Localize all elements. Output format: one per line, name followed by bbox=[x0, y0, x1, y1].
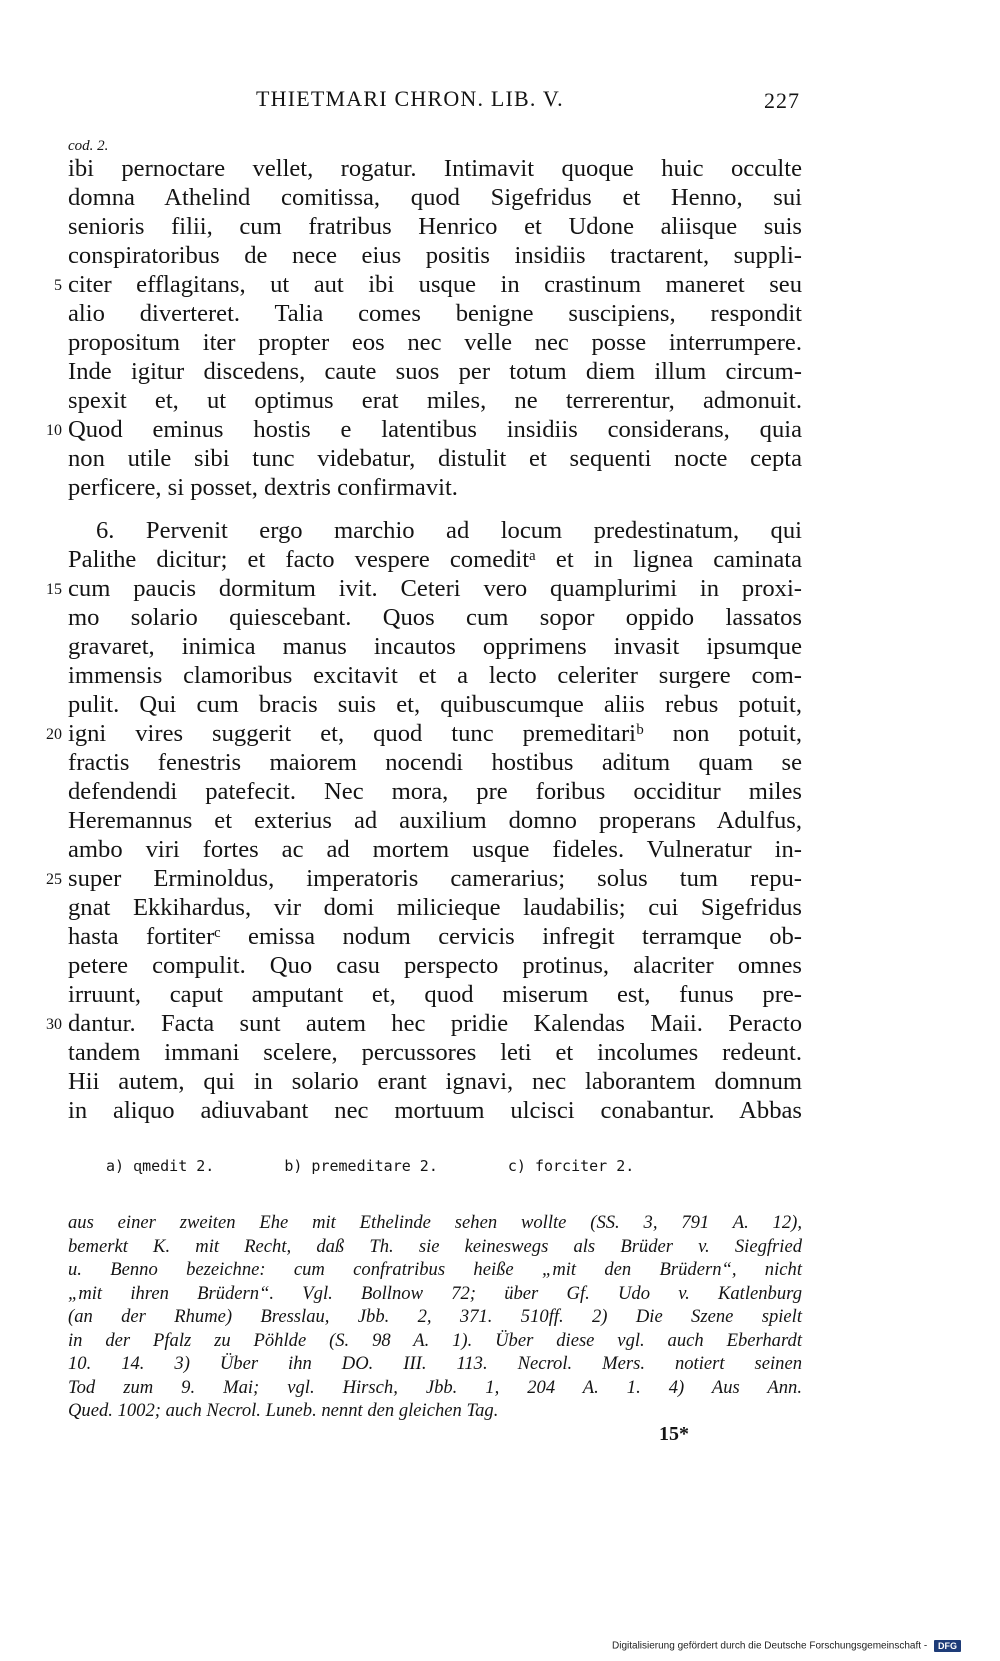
text-line-content: in aliquo adiuvabant nec mortuum ulcisci conabantur. Abbas bbox=[68, 1097, 802, 1124]
critical-apparatus bbox=[106, 1157, 706, 1176]
text-line bbox=[68, 386, 802, 415]
apparatus-note: a) ɋmedit 2. bbox=[106, 1157, 215, 1175]
line-number: 10 bbox=[46, 422, 62, 439]
text-line bbox=[68, 444, 802, 473]
text-line-content: irruunt, caput amputant et, quod miserum est, funus pre- bbox=[68, 981, 802, 1008]
text-line bbox=[46, 415, 802, 444]
line-number: 15 bbox=[46, 581, 62, 598]
apparatus-note: c) forciter 2. bbox=[507, 1157, 635, 1175]
text-line bbox=[68, 951, 802, 980]
commentary-line: u. Benno bezeichne: cum confratribus heiße „mit den Brüdern“, nicht bbox=[68, 1259, 802, 1280]
running-header bbox=[68, 86, 800, 126]
text-line bbox=[68, 212, 802, 241]
commentary-line: 10. 14. 3) Über ihn DO. III. 113. Necrol. Mers. notiert seinen bbox=[68, 1353, 802, 1374]
text-line bbox=[68, 980, 802, 1009]
text-line-content: fractis fenestris maiorem nocendi hostibus aditum quam se bbox=[68, 749, 802, 776]
text-line-content: perficere, si posset, dextris confirmavit. bbox=[68, 474, 458, 501]
text-line-content: super Erminoldus, imperatoris camerarius; solus tum repu- bbox=[68, 865, 802, 892]
line-number: 20 bbox=[46, 726, 62, 743]
line-number: 5 bbox=[54, 277, 62, 294]
text-line-content: Heremannus et exterius ad auxilium domno properans Adulfus, bbox=[68, 807, 802, 834]
text-line-content: immensis clamoribus excitavit et a lecto celeriter surgere com- bbox=[68, 662, 802, 689]
text-line-content: tandem immani scelere, percussores leti et incolumes redeunt. bbox=[68, 1039, 802, 1066]
text-line-content: non utile sibi tunc videbatur, distulit et sequenti nocte cepta bbox=[68, 445, 802, 472]
text-line-content: ambo viri fortes ac ad mortem usque fideles. Vulneratur in- bbox=[68, 836, 802, 863]
apparatus-note: b) premeditare 2. bbox=[284, 1157, 438, 1175]
text-line-content: gnat Ekkihardus, vir domi milicieque laudabilis; cui Sigefridus bbox=[68, 894, 802, 921]
text-line bbox=[68, 661, 802, 690]
text-line-content: citer efflagitans, ut aut ibi usque in crastinum maneret seu bbox=[68, 271, 802, 298]
text-line bbox=[68, 1038, 802, 1067]
text-line bbox=[68, 922, 802, 951]
line-number: 25 bbox=[46, 871, 62, 888]
commentary-notes bbox=[68, 1211, 802, 1423]
text-line-content: defendendi patefecit. Nec mora, pre foribus occiditur miles bbox=[68, 778, 802, 805]
text-line-content: alio diverteret. Talia comes benigne suscipiens, respondit bbox=[68, 300, 802, 327]
text-line-content: senioris filii, cum fratribus Henrico et Udone aliisque suis bbox=[68, 213, 802, 240]
text-line-content: cum paucis dormitum ivit. Ceteri vero quamplurimi in proxi- bbox=[68, 575, 802, 602]
text-line bbox=[68, 806, 802, 835]
text-line bbox=[68, 748, 802, 777]
text-line-content: mo solario quiescebant. Quos cum sopor oppido lassatos bbox=[68, 604, 802, 631]
text-line bbox=[68, 603, 802, 632]
text-line bbox=[68, 1067, 802, 1096]
line-number: 30 bbox=[46, 1016, 62, 1033]
text-line bbox=[68, 516, 802, 545]
text-line-content: Quod eminus hostis e latentibus insidiis considerans, quia bbox=[68, 416, 802, 443]
text-line bbox=[68, 183, 802, 212]
text-line bbox=[46, 864, 802, 893]
text-line-content: Hii autem, qui in solario erant ignavi, nec laborantem domnum bbox=[68, 1068, 802, 1095]
text-line bbox=[68, 154, 802, 183]
text-line bbox=[68, 473, 802, 502]
text-line-content: dantur. Facta sunt autem hec pridie Kalendas Maii. Peracto bbox=[68, 1010, 802, 1037]
text-line-content: gravaret, inimica manus incautos opprimens invasit ipsumque bbox=[68, 633, 802, 660]
digitization-footer bbox=[612, 1640, 992, 1656]
text-line-content: domna Athelind comitissa, quod Sigefridus et Henno, sui bbox=[68, 184, 802, 211]
running-title: THIETMARI CHRON. LIB. V. bbox=[256, 86, 564, 111]
text-line bbox=[68, 777, 802, 806]
text-line bbox=[68, 835, 802, 864]
dfg-logo: DFG bbox=[934, 1640, 961, 1652]
text-line-content: Inde igitur discedens, caute suos per totum diem illum circum- bbox=[68, 358, 802, 385]
page-number: 227 bbox=[764, 88, 800, 113]
commentary-line: aus einer zweiten Ehe mit Ethelinde sehen wollte (SS. 3, 791 A. 12), bbox=[68, 1212, 802, 1233]
text-line-content: conspiratoribus de nece eius positis insidiis tractarent, suppli- bbox=[68, 242, 802, 269]
text-line-content: Palithe dicitur; et facto vespere comeditᵃ et in lignea caminata bbox=[68, 546, 802, 573]
text-line bbox=[68, 1096, 802, 1125]
text-line-content: 6. Pervenit ergo marchio ad locum predestinatum, qui bbox=[96, 517, 802, 544]
text-line bbox=[68, 328, 802, 357]
text-line bbox=[68, 632, 802, 661]
text-line-content: ibi pernoctare vellet, rogatur. Intimavit quoque huic occulte bbox=[68, 155, 802, 182]
text-line bbox=[68, 893, 802, 922]
text-line bbox=[54, 270, 802, 299]
text-line bbox=[46, 719, 802, 748]
text-line bbox=[68, 299, 802, 328]
text-line-content: pulit. Qui cum bracis suis et, quibuscumque aliis rebus potuit, bbox=[68, 691, 802, 718]
commentary-line: bemerkt K. mit Recht, daß Th. sie keineswegs als Brüder v. Siegfried bbox=[68, 1235, 802, 1257]
commentary-line: „mit ihren Brüdern“. Vgl. Bollnow 72; über Gf. Udo v. Katlenburg bbox=[68, 1282, 802, 1304]
text-line-content: petere compulit. Quo casu perspecto protinus, alacriter omnes bbox=[68, 952, 802, 979]
signature-mark: 15* bbox=[659, 1423, 689, 1445]
main-latin-text bbox=[46, 154, 802, 1125]
text-line-content: hasta fortiterᶜ emissa nodum cervicis infregit terramque ob- bbox=[68, 923, 802, 950]
codex-label: cod. 2. bbox=[68, 138, 109, 154]
text-line-content: propositum iter propter eos nec velle nec posse interrumpere. bbox=[68, 329, 802, 356]
text-line-content: igni vires suggerit et, quod tunc premeditariᵇ non potuit, bbox=[68, 720, 802, 747]
text-line bbox=[68, 545, 802, 574]
footer-credit-text: Digitalisierung gefördert durch die Deutsche Forschungsgemeinschaft - bbox=[612, 1640, 928, 1652]
commentary-line: Tod zum 9. Mai; vgl. Hirsch, Jbb. 1, 204 A. 1. 4) Aus Ann. bbox=[68, 1376, 802, 1398]
text-line bbox=[68, 690, 802, 719]
commentary-line: Qued. 1002; auch Necrol. Luneb. nennt den gleichen Tag. bbox=[68, 1400, 499, 1421]
text-line bbox=[46, 574, 802, 603]
text-line bbox=[46, 1009, 802, 1038]
commentary-line: (an der Rhume) Bresslau, Jbb. 2, 371. 510ff. 2) Die Szene spielt bbox=[68, 1306, 802, 1327]
text-line-content: spexit et, ut optimus erat miles, ne terrerentur, admonuit. bbox=[68, 387, 802, 414]
text-line bbox=[68, 241, 802, 270]
commentary-line: in der Pfalz zu Pöhlde (S. 98 A. 1). Über diese vgl. auch Eberhardt bbox=[68, 1329, 802, 1351]
text-line bbox=[68, 357, 802, 386]
